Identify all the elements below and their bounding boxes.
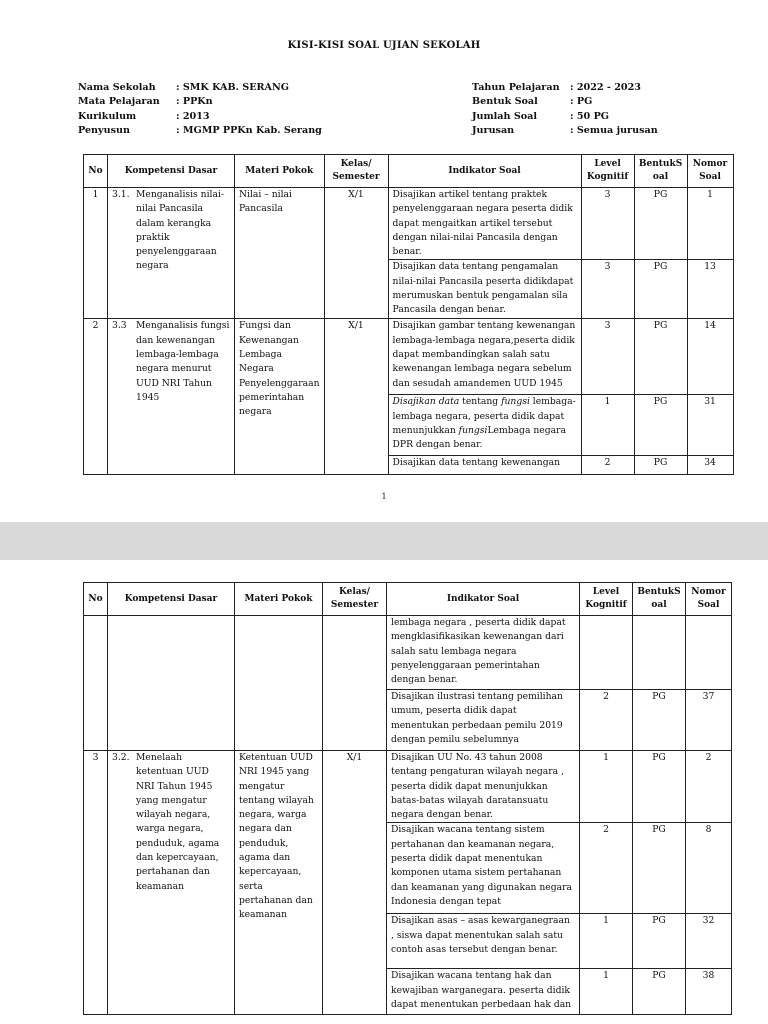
cell-kelas-semester	[323, 616, 387, 751]
kd-text: Menganalisis nilai-nilai Pancasila dalam kerangka praktik penyelenggaraan negara	[136, 189, 224, 272]
header-indikator-soal: Indikator Soal	[387, 583, 580, 616]
cell-bentuk-soal	[633, 616, 686, 690]
meta-key: Bentuk Soal	[472, 96, 538, 108]
cell-level-kognitif: 2	[580, 823, 633, 914]
meta-row	[78, 81, 322, 95]
cell-bentuk-soal: PG	[633, 914, 686, 969]
meta-left	[78, 81, 322, 138]
header-kelas-semester: Kelas/ Semester	[323, 583, 387, 616]
cell-no: 3	[84, 751, 108, 1015]
cell-indikator-soal: Disajikan wacana tentang hak dan kewajiban warganegara. peserta didik dapat menentukan perbedaan hak dan	[387, 969, 580, 1015]
cell-indikator-soal: Disajikan data tentang kewenangan	[388, 456, 581, 475]
meta-row	[472, 81, 658, 95]
cell-nomor-soal: 8	[686, 823, 732, 914]
meta-value: : 50 PG	[570, 110, 609, 122]
cell-materi-pokok: Fungsi dan Kewenangan Lembaga Negara Penyelenggaraan pemerintahan negara	[235, 319, 325, 475]
cell-no: 2	[84, 319, 108, 475]
cell-kompetensi-dasar	[108, 188, 235, 319]
meta-row	[78, 95, 322, 109]
cell-materi-pokok: Nilai – nilai Pancasila	[235, 188, 325, 319]
meta-value: : 2013	[176, 110, 210, 122]
meta-right	[472, 81, 658, 138]
meta-value: : PG	[570, 96, 593, 108]
header-materi-pokok: Materi Pokok	[235, 583, 323, 616]
cell-indikator-soal: lembaga negara , peserta didik dapat mengklasifikasikan kewenangan dari salah satu lembaga negara penyelenggaraan pemerintahan dengan benar.	[387, 616, 580, 690]
cell-indikator-soal	[388, 395, 581, 456]
cell-nomor-soal: 37	[686, 690, 732, 751]
header-indikator-soal: Indikator Soal	[388, 155, 581, 188]
meta-key: Jumlah Soal	[472, 110, 538, 122]
kd-number: 3.2.	[112, 752, 130, 763]
header-nomor-soal: Nomor Soal	[687, 155, 733, 188]
cell-no	[84, 616, 108, 751]
header-no: No	[84, 155, 108, 188]
meta-row	[472, 124, 658, 138]
header-kompetensi-dasar: Kompetensi Dasar	[108, 155, 235, 188]
table-row	[84, 319, 734, 395]
cell-nomor-soal: 38	[686, 969, 732, 1015]
header-nomor-soal: Nomor Soal	[686, 583, 732, 616]
kd-text: Menelaah ketentuan UUD NRI Tahun 1945 yang mengatur wilayah negara, warga negara, penduduk, agama dan kepercayaan, pertahanan dan keamanan	[136, 752, 220, 892]
header-bentuk-soal: BentukS oal	[633, 583, 686, 616]
table-header-row	[84, 583, 732, 616]
cell-level-kognitif: 2	[580, 690, 633, 751]
cell-indikator-soal: Disajikan wacana tentang sistem pertahanan dan keamanan negara, peserta didik dapat menentukan komponen utama sistem pertahanan dan keamanan yang digunakan negara Indonesia dengan tepat	[387, 823, 580, 914]
cell-bentuk-soal: PG	[634, 456, 687, 475]
cell-materi-pokok: Ketentuan UUD NRI 1945 yang mengatur tentang wilayah negara, warga negara dan penduduk, agama dan kepercayaan, serta pertahanan dan keamanan	[235, 751, 323, 1015]
meta-key: Nama Sekolah	[78, 82, 156, 93]
header-materi-pokok: Materi Pokok	[235, 155, 325, 188]
header-level-kognitif: Level Kognitif	[581, 155, 634, 188]
cell-bentuk-soal: PG	[634, 260, 687, 319]
document-title: KISI-KISI SOAL UJIAN SEKOLAH	[287, 40, 481, 51]
indikator-part: tentang	[459, 396, 502, 408]
meta-value: : SMK KAB. SERANG	[176, 82, 289, 93]
header-kelas-semester: Kelas/ Semester	[324, 155, 388, 188]
indikator-part: Lembaga negara DPR dengan benar.	[392, 425, 566, 451]
cell-kelas-semester: X/1	[324, 319, 388, 475]
cell-level-kognitif	[580, 616, 633, 690]
cell-level-kognitif: 1	[580, 969, 633, 1015]
cell-no: 1	[84, 188, 108, 319]
cell-level-kognitif: 1	[580, 751, 633, 823]
cell-level-kognitif: 3	[581, 260, 634, 319]
indikator-part: fungsi	[458, 425, 488, 437]
table-header-row	[84, 155, 734, 188]
cell-nomor-soal: 34	[687, 456, 733, 475]
cell-indikator-soal: Disajikan asas – asas kewarganegraan , siswa dapat menentukan salah satu contoh asas tersebut dengan benar.	[387, 914, 580, 969]
cell-indikator-soal: Disajikan data tentang pengamalan nilai-nilai Pancasila peserta didikdapat merumuskan bentuk pengamalan sila Pancasila dengan benar.	[388, 260, 581, 319]
kisi-kisi-table-continued	[83, 582, 732, 1015]
cell-bentuk-soal: PG	[634, 319, 687, 395]
kd-number: 3.1.	[112, 189, 130, 200]
meta-row	[472, 95, 658, 109]
kd-text: Menganalisis fungsi dan kewenangan lembaga-lembaga negara menurut UUD NRI Tahun 1945	[136, 320, 230, 403]
cell-bentuk-soal: PG	[633, 823, 686, 914]
cell-indikator-soal: Disajikan UU No. 43 tahun 2008 tentang pengaturan wilayah negara , peserta didik dapat menunjukkan batas-batas wilayah daratansuatu negara dengan benar.	[387, 751, 580, 823]
cell-kompetensi-dasar	[108, 616, 235, 751]
cell-bentuk-soal: PG	[633, 969, 686, 1015]
indikator-part: lembaga-lembaga negara, peserta didik dapat menunjukkan	[392, 396, 576, 437]
cell-kelas-semester: X/1	[323, 751, 387, 1015]
cell-nomor-soal: 1	[687, 188, 733, 260]
meta-row	[472, 110, 658, 124]
header-no: No	[84, 583, 108, 616]
table-row	[84, 188, 734, 260]
cell-indikator-soal: Disajikan artikel tentang praktek penyelenggaraan negara peserta didik dapat mengaitkan artikel tersebut dengan nilai-nilai Pancasila dengan benar.	[388, 188, 581, 260]
cell-nomor-soal: 2	[686, 751, 732, 823]
cell-bentuk-soal: PG	[634, 395, 687, 456]
table-row	[84, 616, 732, 690]
indikator-part: fungsi	[501, 396, 530, 408]
cell-nomor-soal: 31	[687, 395, 733, 456]
meta-value: : Semua jurusan	[570, 124, 658, 136]
cell-level-kognitif: 3	[581, 188, 634, 260]
meta-row	[78, 110, 322, 124]
meta-row	[78, 124, 322, 138]
cell-level-kognitif: 1	[580, 914, 633, 969]
kd-number: 3.3	[112, 320, 127, 332]
table-row	[84, 751, 732, 823]
cell-materi-pokok	[235, 616, 323, 751]
cell-kompetensi-dasar	[108, 319, 235, 475]
cell-level-kognitif: 2	[581, 456, 634, 475]
meta-value: : 2022 - 2023	[570, 82, 641, 93]
indikator-part: Disajikan data	[392, 396, 460, 408]
meta-key: Tahun Pelajaran	[472, 82, 560, 93]
meta-value: : PPKn	[176, 96, 213, 108]
cell-kompetensi-dasar	[108, 751, 235, 1015]
cell-nomor-soal: 13	[687, 260, 733, 319]
cell-kelas-semester: X/1	[324, 188, 388, 319]
cell-level-kognitif: 1	[581, 395, 634, 456]
cell-bentuk-soal: PG	[633, 690, 686, 751]
header-level-kognitif: Level Kognitif	[580, 583, 633, 616]
document-page-2	[0, 560, 768, 1024]
page-gap	[0, 522, 768, 560]
cell-bentuk-soal: PG	[634, 188, 687, 260]
meta-key: Mata Pelajaran	[78, 96, 160, 108]
meta-key: Kurikulum	[78, 110, 137, 122]
cell-indikator-soal: Disajikan gambar tentang kewenangan lembaga-lembaga negara,peserta didik dapat membandingkan salah satu kewenangan lembaga negara sebelum dan sesudah amandemen UUD 1945	[388, 319, 581, 395]
cell-nomor-soal	[686, 616, 732, 690]
meta-key: Jurusan	[472, 124, 515, 136]
cell-nomor-soal: 32	[686, 914, 732, 969]
kisi-kisi-table	[83, 154, 734, 475]
meta-value: : MGMP PPKn Kab. Serang	[176, 124, 322, 136]
cell-indikator-soal: Disajikan ilustrasi tentang pemilihan umum, peserta didik dapat menentukan perbedaan pemilu 2019 dengan pemilu sebelumnya	[387, 690, 580, 751]
cell-nomor-soal: 14	[687, 319, 733, 395]
cell-bentuk-soal: PG	[633, 751, 686, 823]
page-number: 1	[381, 492, 387, 501]
meta-key: Penyusun	[78, 124, 130, 136]
header-kompetensi-dasar: Kompetensi Dasar	[108, 583, 235, 616]
cell-level-kognitif: 3	[581, 319, 634, 395]
header-bentuk-soal: BentukS oal	[634, 155, 687, 188]
